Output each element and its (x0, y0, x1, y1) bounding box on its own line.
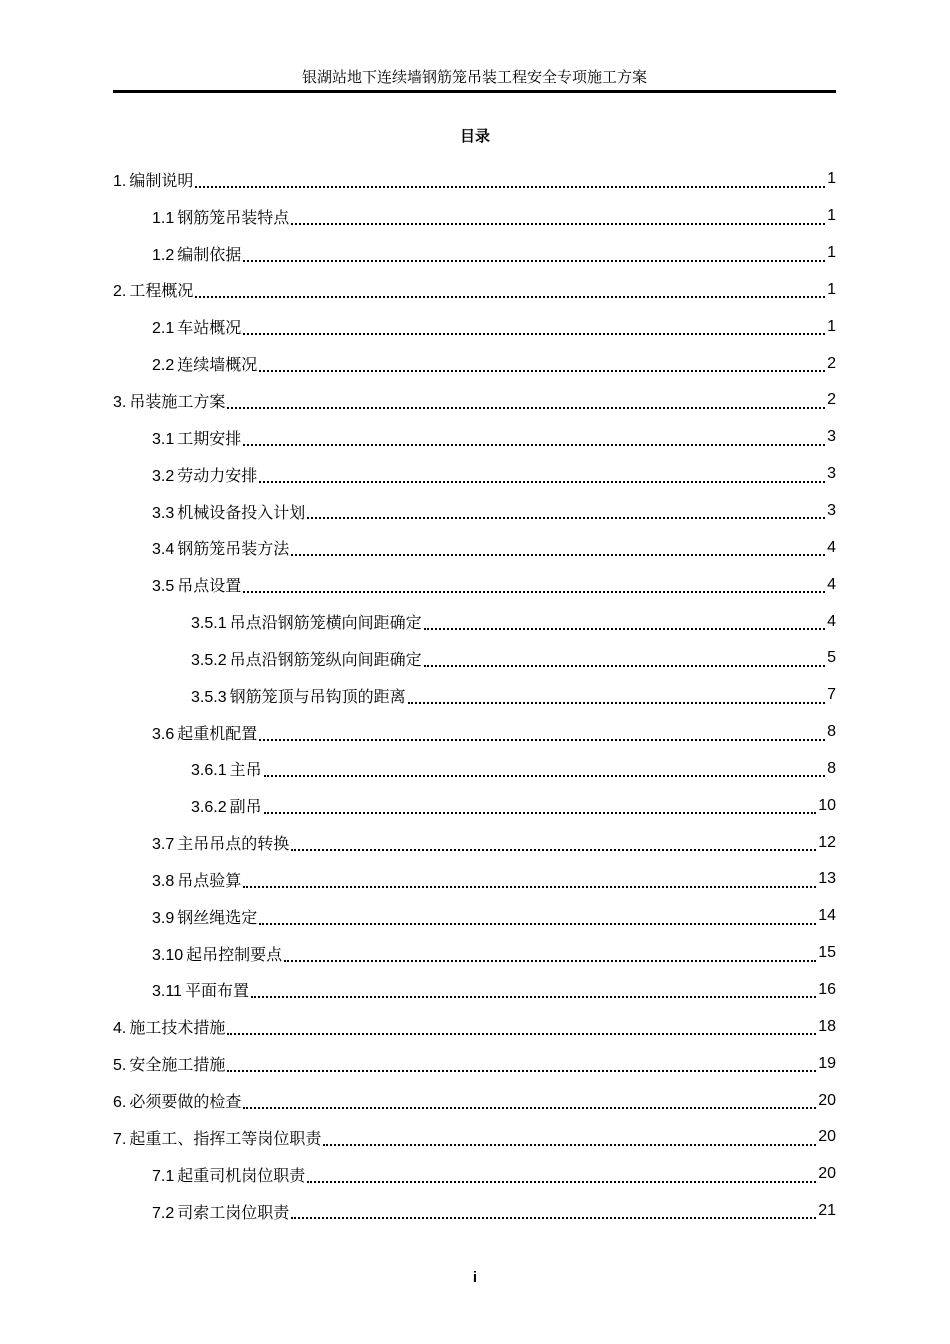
toc-entry-label: 吊点沿钢筋笼纵向间距确定 (229, 649, 422, 669)
toc-entry-label: 主吊 (229, 760, 262, 780)
toc-entry-page: 3 (827, 428, 836, 446)
toc-entry[interactable] (113, 677, 836, 714)
toc-entry-number: 4. (113, 1020, 127, 1038)
toc-entry-title (113, 168, 193, 191)
toc-entry-number: 3. (113, 393, 127, 411)
toc-entry[interactable] (113, 272, 836, 309)
toc-entry-title (152, 1163, 305, 1186)
toc-entry-label: 钢筋笼吊装方法 (177, 539, 290, 559)
toc-entry-number: 6. (113, 1094, 127, 1112)
toc-dot-leader (227, 406, 825, 409)
toc-entry[interactable] (113, 714, 836, 751)
page-number: i (472, 1269, 478, 1286)
toc-entry-label: 钢筋笼顶与吊钩顶的距离 (229, 686, 406, 706)
toc-entry-label: 主吊吊点的转换 (177, 834, 290, 854)
toc-entry[interactable] (113, 493, 836, 530)
toc-entry-number: 1. (113, 172, 127, 190)
toc-entry-number: 3.6 (152, 725, 175, 743)
toc-entry-label: 必须要做的检查 (129, 1092, 242, 1112)
toc-entry-label: 钢筋笼吊装特点 (177, 207, 290, 227)
toc-entry[interactable] (113, 640, 836, 677)
toc-dot-leader (243, 1106, 816, 1109)
toc-entry[interactable] (113, 1082, 836, 1119)
toc-entry-label: 起吊控制要点 (186, 944, 283, 964)
toc-entry-page: 1 (827, 207, 836, 225)
toc-entry-number: 1.1 (152, 209, 175, 227)
toc-dot-leader (243, 332, 825, 335)
toc-entry[interactable] (113, 751, 836, 788)
toc-entry-title (191, 610, 422, 633)
toc-entry[interactable] (113, 529, 836, 566)
toc-entry-page: 14 (818, 907, 836, 925)
toc-entry-page: 10 (818, 796, 836, 814)
toc-entry-page: 15 (818, 944, 836, 962)
toc-entry-number: 3.5 (152, 578, 175, 596)
toc-title: 目录 (459, 128, 490, 145)
toc-entry-page: 8 (827, 759, 836, 777)
toc-entry-page: 16 (818, 980, 836, 998)
page-header: 银湖站地下连续墙钢筋笼吊装工程安全专项施工方案 (113, 64, 836, 93)
toc-entry-title (113, 278, 193, 301)
toc-dot-leader (243, 885, 816, 888)
toc-entry-page: 3 (827, 502, 836, 520)
toc-entry-label: 起重司机岗位职责 (177, 1165, 306, 1185)
toc-entry-number: 3.9 (152, 909, 175, 927)
toc-dot-leader (291, 848, 816, 851)
toc-dot-leader (264, 774, 825, 777)
toc-entry[interactable] (113, 566, 836, 603)
toc-entry-number: 3.5.1 (191, 615, 227, 633)
toc-entry-page: 4 (827, 575, 836, 593)
toc-entry-label: 吊装施工方案 (129, 391, 226, 411)
toc-entry-page: 1 (827, 280, 836, 298)
toc-entry-title (113, 389, 225, 412)
toc-entry[interactable] (113, 787, 836, 824)
toc-dot-leader (251, 995, 816, 998)
toc-dot-leader (259, 369, 825, 372)
toc-entry-label: 劳动力安排 (177, 465, 258, 485)
toc-dot-leader (195, 295, 825, 298)
toc-entry-title (152, 942, 282, 965)
toc-entry-title (152, 426, 241, 449)
toc-entry-label: 吊点沿钢筋笼横向间距确定 (229, 613, 422, 633)
toc-entry-label: 车站概况 (177, 318, 242, 338)
toc-entry-title (113, 1052, 225, 1075)
toc-entry-title (191, 684, 406, 707)
toc-entry[interactable] (113, 161, 836, 198)
toc-entry-label: 编制依据 (177, 244, 242, 264)
toc-dot-leader (291, 553, 825, 556)
toc-dot-leader (424, 627, 825, 630)
toc-entry-label: 工程概况 (129, 281, 194, 301)
toc-entry-page: 2 (827, 391, 836, 409)
toc-entry-page: 3 (827, 465, 836, 483)
toc-entry-page: 13 (818, 870, 836, 888)
toc-entry-number: 3.7 (152, 836, 175, 854)
toc-entry-title (152, 536, 289, 559)
toc-dot-leader (307, 1180, 816, 1183)
table-of-contents (113, 161, 836, 1229)
toc-entry-label: 钢丝绳选定 (177, 907, 258, 927)
toc-entry-page: 19 (818, 1054, 836, 1072)
toc-entry[interactable] (113, 1156, 836, 1193)
toc-entry-page: 5 (827, 649, 836, 667)
toc-dot-leader (264, 811, 817, 814)
toc-entry-label: 吊点验算 (177, 870, 242, 890)
toc-entry-title (191, 647, 422, 670)
toc-entry-title (152, 500, 305, 523)
toc-entry[interactable] (113, 824, 836, 861)
toc-entry-label: 连续墙概况 (177, 355, 258, 375)
toc-dot-leader (259, 738, 825, 741)
toc-entry-page: 18 (818, 1017, 836, 1035)
toc-entry-number: 3.8 (152, 872, 175, 890)
toc-dot-leader (243, 443, 825, 446)
toc-entry-label: 吊点设置 (177, 576, 242, 596)
toc-entry-page: 4 (827, 538, 836, 556)
toc-entry-page: 1 (827, 170, 836, 188)
toc-dot-leader (243, 590, 825, 593)
toc-entry-number: 3.5.2 (191, 651, 227, 669)
toc-dot-leader (424, 664, 825, 667)
toc-entry-title (152, 831, 289, 854)
toc-entry-page: 8 (827, 723, 836, 741)
toc-entry[interactable] (113, 456, 836, 493)
toc-dot-leader (408, 701, 825, 704)
toc-entry-page: 1 (827, 317, 836, 335)
toc-entry[interactable] (113, 972, 836, 1009)
toc-entry-label: 起重机配置 (177, 723, 258, 743)
toc-entry-title (113, 1015, 225, 1038)
toc-entry-number: 3.6.2 (191, 799, 227, 817)
toc-dot-leader (307, 516, 825, 519)
toc-entry-page: 20 (818, 1128, 836, 1146)
toc-entry-label: 工期安排 (177, 428, 242, 448)
toc-entry[interactable] (113, 603, 836, 640)
toc-entry-title (191, 794, 262, 817)
toc-entry[interactable] (113, 1193, 836, 1230)
toc-entry-title (191, 757, 262, 780)
toc-dot-leader (243, 259, 825, 262)
toc-entry-page: 1 (827, 244, 836, 262)
toc-entry-number: 3.1 (152, 430, 175, 448)
toc-entry-title (152, 721, 257, 744)
toc-entry-title (152, 868, 241, 891)
toc-entry[interactable] (113, 898, 836, 935)
toc-dot-leader (323, 1143, 816, 1146)
toc-entry-label: 施工技术措施 (129, 1018, 226, 1038)
toc-entry-title (152, 315, 241, 338)
toc-entry-number: 7. (113, 1130, 127, 1148)
toc-entry-number: 3.11 (152, 983, 182, 1001)
toc-entry-number: 7.2 (152, 1204, 175, 1222)
toc-entry-title (152, 463, 257, 486)
toc-entry-title (113, 1126, 321, 1149)
toc-entry[interactable] (113, 308, 836, 345)
toc-entry-title (152, 242, 241, 265)
toc-entry-title (152, 978, 249, 1001)
toc-entry[interactable] (113, 419, 836, 456)
toc-entry-label: 安全施工措施 (129, 1055, 226, 1075)
toc-entry-page: 7 (827, 686, 836, 704)
toc-dot-leader (284, 959, 816, 962)
toc-entry-title (152, 905, 257, 928)
toc-entry-label: 平面布置 (184, 981, 249, 1001)
toc-entry-page: 12 (818, 833, 836, 851)
toc-entry[interactable] (113, 861, 836, 898)
toc-entry[interactable] (113, 935, 836, 972)
toc-entry-title (113, 1089, 241, 1112)
toc-dot-leader (195, 185, 825, 188)
toc-entry-label: 司索工岗位职责 (177, 1202, 290, 1222)
toc-entry-number: 3.5.3 (191, 688, 227, 706)
toc-entry[interactable] (113, 1045, 836, 1082)
toc-entry-number: 7.1 (152, 1167, 175, 1185)
toc-entry-number: 1.2 (152, 246, 175, 264)
toc-entry-title (152, 205, 289, 228)
toc-entry-page: 2 (827, 354, 836, 372)
toc-entry-number: 2.1 (152, 320, 175, 338)
toc-entry-number: 3.4 (152, 541, 175, 559)
toc-dot-leader (227, 1069, 816, 1072)
toc-entry[interactable] (113, 1119, 836, 1156)
toc-entry-number: 3.3 (152, 504, 175, 522)
toc-entry-label: 副吊 (229, 797, 262, 817)
toc-entry[interactable] (113, 345, 836, 382)
toc-entry[interactable] (113, 382, 836, 419)
toc-entry-label: 机械设备投入计划 (177, 502, 306, 522)
toc-entry-label: 编制说明 (129, 170, 194, 190)
toc-entry-number: 5. (113, 1057, 127, 1075)
toc-entry-page: 20 (818, 1091, 836, 1109)
toc-entry-page: 4 (827, 612, 836, 630)
toc-dot-leader (259, 922, 816, 925)
toc-dot-leader (291, 222, 825, 225)
toc-entry[interactable] (113, 1008, 836, 1045)
toc-entry-number: 3.6.1 (191, 762, 227, 780)
toc-entry-title (152, 573, 241, 596)
toc-entry-title (152, 1200, 289, 1223)
toc-dot-leader (291, 1216, 816, 1219)
toc-entry-number: 3.10 (152, 946, 184, 964)
toc-entry-number: 2.2 (152, 357, 175, 375)
toc-dot-leader (259, 480, 825, 483)
toc-entry[interactable] (113, 198, 836, 235)
toc-entry-title (152, 352, 257, 375)
toc-entry-label: 起重工、指挥工等岗位职责 (129, 1128, 322, 1148)
toc-entry[interactable] (113, 235, 836, 272)
toc-entry-page: 20 (818, 1165, 836, 1183)
toc-entry-number: 2. (113, 283, 127, 301)
toc-entry-number: 3.2 (152, 467, 175, 485)
toc-entry-page: 21 (818, 1202, 836, 1220)
toc-dot-leader (227, 1032, 816, 1035)
